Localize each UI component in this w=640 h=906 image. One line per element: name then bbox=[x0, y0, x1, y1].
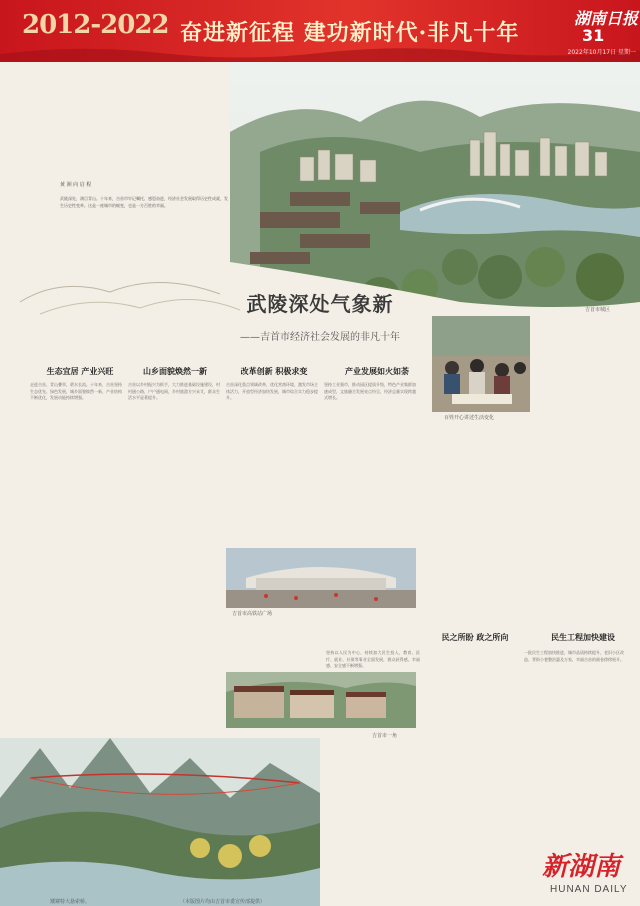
article-subtitle: ——吉首市经济社会发展的非凡十年 bbox=[240, 332, 400, 343]
logo-cn: 新湖南 bbox=[542, 852, 621, 882]
logo-en: HUNAN DAILY bbox=[550, 884, 628, 895]
intro-block bbox=[60, 182, 230, 209]
section-4-body: 坚持工业强市，推动园区提质升级，特色产业集群加速成型，文旅融合发展亮点纷呈，经济总量实现跨越式增长。 bbox=[324, 382, 416, 400]
meeting-photo bbox=[432, 316, 530, 412]
column-5 bbox=[432, 428, 530, 608]
village-caption: 吉首市一角 bbox=[372, 733, 398, 739]
section-heading-5: 民之所盼 政之所向 bbox=[441, 632, 509, 642]
hunan-daily-logo bbox=[538, 846, 634, 902]
section-heading-3: 改革创新 积极求变 bbox=[240, 366, 308, 376]
section-2-body: 吉首以乡村振兴为抓手，大力推进基础设施建设，村村通公路、户户通电网，乡村旅游方兴未艾，群众生活水平显著提升。 bbox=[128, 382, 220, 400]
column-3 bbox=[226, 382, 318, 532]
page-header bbox=[0, 0, 640, 62]
section-1-body: 走进吉首，青山叠翠，碧水长流。十年来，吉首坚持生态优先、绿色发展，城乡面貌焕然一新，产业结构不断优化，发展动能持续增强。 bbox=[30, 382, 122, 400]
section-heading-4: 产业发展如火如荼 bbox=[345, 366, 409, 376]
column-4 bbox=[324, 382, 416, 532]
article-title: 武陵深处气象新 bbox=[246, 292, 394, 316]
header-slogan: 奋进新征程 建功新时代·非凡十年 bbox=[180, 20, 520, 46]
station-photo bbox=[226, 548, 416, 608]
section-6-body: 一批民生工程加快推进，城市品质持续提升，老旧小区改造、背街小巷整治惠及万家，幸福吉首的画卷徐徐展开。 bbox=[524, 650, 624, 662]
column-1 bbox=[30, 382, 122, 642]
station-caption: 吉首市高铁站广场 bbox=[232, 611, 273, 617]
column-7 bbox=[326, 650, 420, 900]
bridge-caption: 矮寨特大悬索桥。 bbox=[50, 899, 91, 905]
byline: 黄 洲 向 启 程 bbox=[60, 182, 92, 188]
date-line: 2022年10月17日 星期一 bbox=[567, 49, 636, 56]
meeting-caption: 百姓开心讲述生活变化 bbox=[444, 415, 495, 421]
section-5-body: 坚持以人民为中心，持续加大民生投入，教育、医疗、就业、社保等事业全面发展，群众获得感、幸福感、安全感不断增强。 bbox=[326, 650, 420, 668]
paper-name: 湖南日报 bbox=[574, 9, 639, 28]
column-9 bbox=[524, 650, 624, 840]
column-8 bbox=[424, 650, 518, 900]
intro-text: 武陵深处，满目青山。十年来，吉首市牢记嘱托、感恩奋进，经济社会发展取得历史性成就，发生历史性变革。这是一座城市的蜕变，也是一方百姓的幸福。 bbox=[60, 196, 228, 208]
section-heading-2: 山乡面貌焕然一新 bbox=[143, 366, 207, 376]
landscape-photo bbox=[0, 738, 320, 906]
years-label: 2012-2022 bbox=[22, 10, 169, 40]
section-heading-1: 生态宜居 产业兴旺 bbox=[46, 366, 114, 376]
section-3-body: 吉首深化重点领域改革，优化营商环境，激发市场主体活力，开放型经济加快发展，城市综合实力稳步提升。 bbox=[226, 382, 318, 400]
hero-caption: 吉首市城区 bbox=[585, 307, 611, 313]
column-6 bbox=[534, 316, 632, 566]
section-heading-6: 民生工程加快建设 bbox=[551, 632, 615, 642]
page-number: 31 bbox=[582, 26, 605, 45]
column-2 bbox=[128, 382, 220, 682]
photo-credit: （本版图片均由吉首市委宣传部提供） bbox=[180, 899, 266, 905]
